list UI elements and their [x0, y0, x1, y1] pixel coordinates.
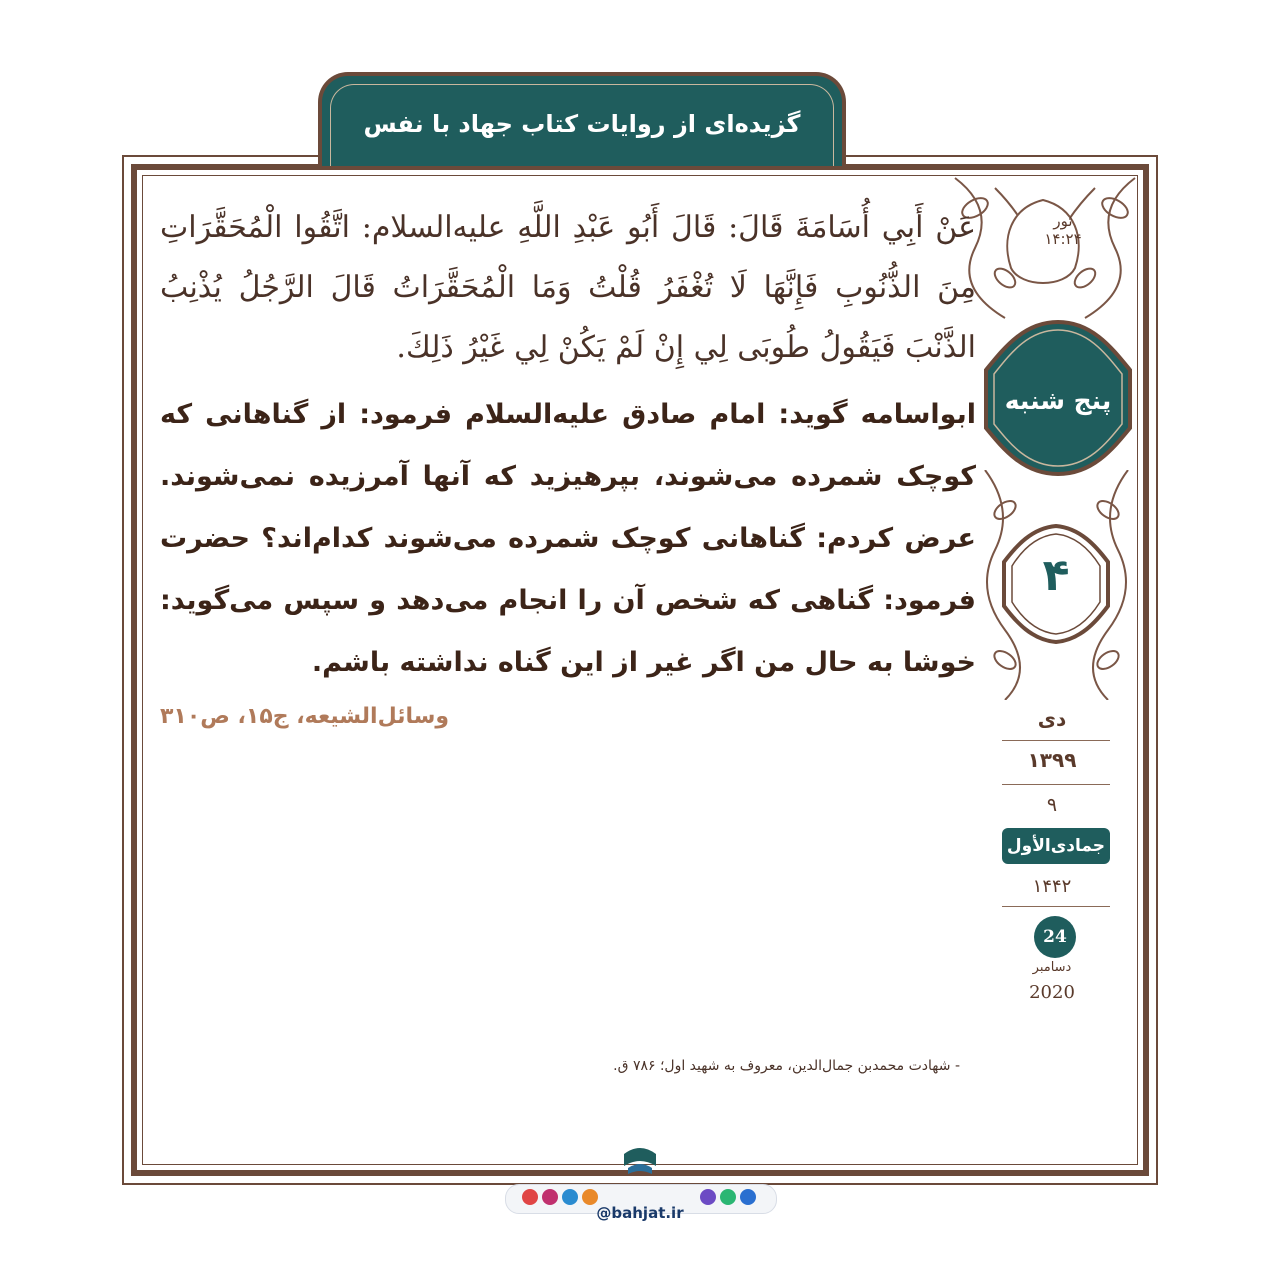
eitaa-icon[interactable]	[582, 1189, 598, 1205]
divider	[1002, 906, 1110, 907]
divider	[1002, 740, 1110, 741]
rubika-icon[interactable]	[700, 1189, 716, 1205]
persian-translation: ابواسامه گوید: امام صادق عليه‌السلام فرمود: از گناهانی که کوچک شمرده می‌شوند، بپرهیزید که آنها آمرزیده نمی‌شوند. عرض کردم: گناهانی کوچک شمرده می‌شوند کدام‌اند؟ حضرت فرمود: گناهی که شخص آن را انجام می‌دهد و سپس می‌گوید: خوشا به حال من اگر غیر از این گناه نداشته باشم.	[160, 399, 976, 678]
weekday-badge	[982, 318, 1134, 478]
hadith-source: وسائل‌الشیعه، ج۱۵، ص۳۱۰	[160, 704, 450, 729]
footer	[500, 1140, 780, 1224]
lunar-year: ۱۴۴۲	[1032, 876, 1072, 897]
header-tab	[318, 72, 846, 166]
footnote: - شهادت محمدبن جمال‌الدین، معروف به شهید اول؛ ۷۸۶ ق.	[613, 1058, 960, 1074]
instagram-icon[interactable]	[542, 1189, 558, 1205]
bale-icon[interactable]	[720, 1189, 736, 1205]
divider	[1002, 784, 1110, 785]
gregorian-day: 24	[1034, 916, 1076, 958]
weekday-label: پنج شنبه	[1004, 386, 1112, 415]
lunar-month-pill: جمادی‌الأول	[1002, 828, 1110, 864]
footer-handle[interactable]: @bahjat.ir	[596, 1204, 684, 1222]
gregorian-month: دسامبر	[1032, 960, 1072, 975]
day-number-badge	[1000, 522, 1112, 646]
time-value: ۱۴:۲۴	[1044, 230, 1082, 248]
aparat-icon[interactable]	[522, 1189, 538, 1205]
time-label: ثور	[1053, 212, 1073, 230]
solar-month: دی	[1037, 707, 1067, 731]
day-number: ۴	[1042, 550, 1070, 601]
hadith-content	[160, 198, 976, 729]
logo-icon	[620, 1140, 660, 1178]
time-block	[1015, 212, 1111, 248]
gregorian-year: 2020	[1029, 982, 1075, 1003]
solar-year: ۱۳۹۹	[1027, 748, 1077, 772]
page-title: گزیده‌ای از روایات کتاب جهاد با نفس	[363, 110, 801, 138]
lunar-day: ۹	[1046, 794, 1058, 816]
soroush-icon[interactable]	[740, 1189, 756, 1205]
telegram-icon[interactable]	[562, 1189, 578, 1205]
arabic-hadith: عَنْ أَبِي أُسَامَةَ قَالَ: قَالَ أَبُو عَبْدِ اللَّهِ عليه‌السلام: اتَّقُوا الْمُحَقَّرَاتِ مِنَ الذُّنُوبِ فَإِنَّهَا لَا تُغْفَرُ قُلْتُ وَمَا الْمُحَقَّرَاتُ قَالَ الرَّجُلُ يُذْنِبُ الذَّنْبَ فَيَقُولُ طُوبَى لِي إِنْ لَمْ يَكُنْ لِي غَيْرُ ذَلِكَ.	[160, 210, 976, 365]
